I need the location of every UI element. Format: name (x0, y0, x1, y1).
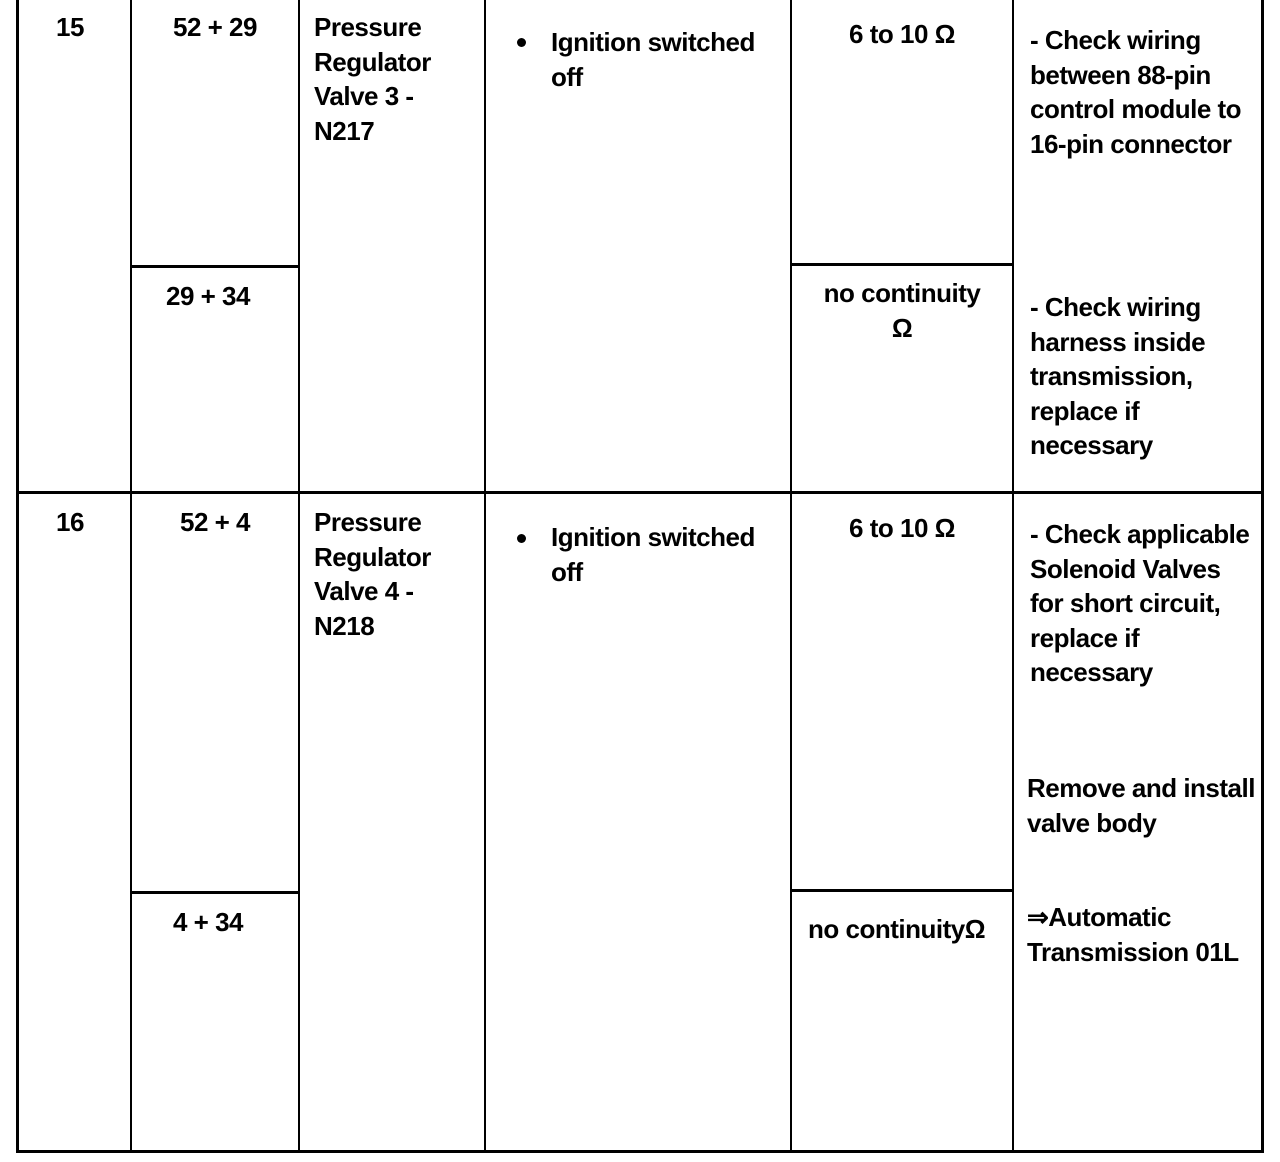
table-border-right (1261, 0, 1264, 1153)
test-number: 16 (56, 507, 84, 537)
column-divider (298, 0, 300, 1153)
table-border-left (16, 0, 19, 1153)
sub-row-divider (792, 889, 1012, 892)
column-divider (484, 0, 486, 1153)
column-divider (790, 0, 792, 1153)
row-divider (16, 491, 1264, 494)
column-divider (130, 0, 132, 1153)
terminal-pins: 52 + 29 (173, 12, 257, 42)
remedy-text: ⇒Automatic Transmission 01L (1027, 902, 1239, 967)
component-name: Pressure Regulator Valve 3 - N217 (314, 12, 431, 146)
component-name: Pressure Regulator Valve 4 - N218 (314, 507, 431, 641)
remedy-text: - Check wiring harness inside transmission, replace if necessary (1030, 292, 1206, 460)
column-divider (1012, 0, 1014, 1153)
specified-value: 6 to 10 Ω (849, 513, 955, 543)
test-condition: Ignition switched off (551, 522, 755, 587)
specified-value: no continuityΩ (808, 914, 986, 944)
remedy-text: - Check applicable Solenoid Valves for short circuit, replace if necessary (1030, 519, 1250, 687)
test-condition: Ignition switched off (551, 27, 755, 92)
terminal-pins: 52 + 4 (179, 507, 250, 537)
specified-value: no continuity Ω (823, 278, 981, 343)
bullet-icon (517, 534, 526, 543)
remedy-text: - Check wiring between 88-pin control module to 16-pin connector (1030, 25, 1242, 159)
test-number: 15 (56, 12, 84, 42)
terminal-pins: 29 + 34 (166, 281, 250, 311)
terminal-pins: 4 + 34 (172, 907, 243, 937)
remedy-text: Remove and install valve body (1027, 773, 1255, 838)
sub-row-divider (792, 263, 1012, 266)
table-border-bottom (16, 1150, 1264, 1153)
sub-row-divider (132, 265, 298, 268)
bullet-icon (517, 38, 526, 47)
sub-row-divider (132, 891, 298, 894)
specified-value: 6 to 10 Ω (849, 19, 955, 49)
